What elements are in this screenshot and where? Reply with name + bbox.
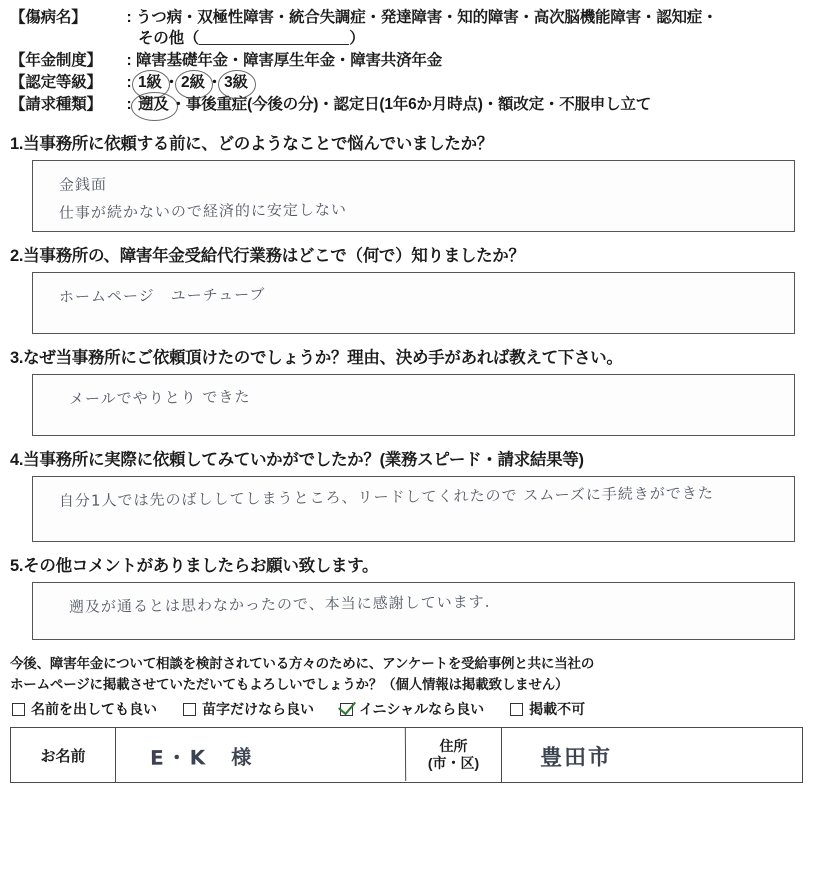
question-3-title: [10, 344, 803, 368]
answer-box-2[interactable]: [32, 272, 795, 334]
grade-option-1[interactable]: 1級: [136, 73, 164, 94]
name-value-cell[interactable]: E・K 様: [116, 727, 406, 783]
answer-box-3[interactable]: [32, 374, 795, 436]
header-sep-illness: :: [126, 9, 132, 26]
question-2-text: 当事務所の、障害年金受給代行業務はどこで（何で）知りましたか？: [23, 246, 525, 265]
header-label-grade: 【認定等級】: [10, 73, 102, 91]
consent-option-initials[interactable]: [340, 699, 484, 719]
publication-consent-note-line1: 今後、障害年金について相談を検討されている方々のために、アンケートを受給事例と共に当社の: [10, 655, 595, 671]
header-label-illness: 【傷病名】: [10, 9, 87, 26]
publication-consent-note-line2: ホームページに掲載させていただいてもよろしいでしょうか？（個人情報は掲載致しません）: [10, 676, 569, 692]
question-3-text: なぜ当事務所にご依頼頂けたのでしょうか？理由、決め手があれば教えて下さい。: [23, 348, 623, 367]
checkbox-unchecked-icon[interactable]: [183, 703, 196, 716]
claim-type-rest: ・事後重症(今後の分)・認定日(1年6か月時点)・額改定・不服申し立て: [170, 95, 651, 113]
answer-box-5[interactable]: [32, 582, 795, 640]
illness-other-blank[interactable]: [199, 30, 349, 45]
header-sep-claim-type: :: [126, 95, 132, 113]
answer-box-4[interactable]: [32, 476, 795, 542]
answer-box-1[interactable]: [32, 160, 795, 232]
question-5-number: 5.: [10, 556, 24, 575]
header-sep-pension-system: :: [126, 51, 132, 69]
consent-option-no-publication[interactable]: [510, 699, 585, 719]
checkbox-unchecked-icon[interactable]: [12, 703, 25, 716]
answer-1-line-1: 金銭面: [58, 175, 108, 194]
answer-3-line-1: メールでやりとり できた: [68, 387, 251, 408]
question-1-text: 当事務所に依頼する前に、どのようなことで悩んでいましたか？: [23, 134, 493, 153]
checkbox-checked-icon[interactable]: [340, 703, 353, 716]
header-value-illness: [136, 8, 803, 50]
question-2-title: [10, 242, 803, 266]
question-1-title: [10, 130, 803, 154]
consent-option-full-name-label: 名前を出しても良い: [31, 701, 157, 718]
question-5-title: [10, 552, 803, 576]
illness-other-suffix: ）: [349, 29, 365, 47]
publication-consent-options: [12, 699, 803, 719]
question-1-number: 1.: [10, 134, 24, 153]
header-row-claim-type: [10, 95, 803, 116]
answer-2-line-1: ホームページ ユーチューブ: [58, 285, 266, 306]
answer-1-line-2: 仕事が続かないので経済的に安定しない: [58, 200, 348, 223]
consent-option-initials-label: イニシャルなら良い: [359, 701, 485, 718]
question-5-text: その他コメントがありましたらお願い致します。: [23, 556, 379, 575]
header-row-grade: [10, 73, 803, 94]
question-4-title: [10, 446, 803, 470]
checkbox-unchecked-icon[interactable]: [510, 703, 523, 716]
header-sep-grade: :: [126, 73, 132, 91]
illness-list: うつ病・双極性障害・統合失調症・発達障害・知的障害・高次脳機能障害・認知症・: [136, 9, 718, 26]
header-label-claim-type: 【請求種類】: [10, 95, 102, 113]
respondent-info-table: [10, 727, 803, 783]
claim-type-selected[interactable]: 遡及: [136, 95, 171, 116]
consent-option-surname-only[interactable]: [183, 699, 314, 719]
question-3-number: 3.: [10, 348, 24, 367]
header-row-pension-system: [10, 51, 803, 72]
consent-option-surname-only-label: 苗字だけなら良い: [202, 701, 314, 718]
header-value-grade: [136, 73, 803, 94]
question-4-number: 4.: [10, 450, 24, 469]
grade-option-3[interactable]: 3級: [222, 73, 250, 94]
address-label-line2: (市・区): [427, 755, 480, 772]
answer-4-line-1: 自分1人では先のばししてしまうところ、リードしてくれたので スムーズに手続きができた: [58, 483, 714, 510]
consent-option-no-publication-label: 掲載不可: [529, 701, 586, 718]
question-4-text: 当事務所に実際に依頼してみていかがでしたか？(業務スピード・請求結果等): [23, 450, 584, 469]
publication-consent-note: [10, 654, 803, 696]
header-label-pension-system: 【年金制度】: [10, 51, 102, 69]
grade-joiner-2: ・: [206, 73, 223, 91]
address-label-cell: [406, 728, 502, 782]
question-2-number: 2.: [10, 246, 24, 265]
consent-option-full-name[interactable]: [12, 699, 157, 719]
header-row-illness: [10, 8, 803, 50]
header-value-pension-system: 障害基礎年金・障害厚生年金・障害共済年金: [136, 51, 443, 69]
address-value-cell[interactable]: 豊田市: [539, 745, 613, 772]
address-label-line1: 住所: [439, 737, 468, 754]
illness-other: [138, 29, 803, 50]
grade-joiner-1: ・: [163, 73, 180, 91]
header-block: [10, 8, 803, 116]
illness-other-prefix: その他（: [138, 29, 200, 47]
name-label-cell: お名前: [11, 728, 116, 782]
grade-option-2[interactable]: 2級: [179, 73, 207, 94]
answer-5-line-1: 遡及が通るとは思わなかったので、本当に感謝しています.: [68, 592, 491, 616]
